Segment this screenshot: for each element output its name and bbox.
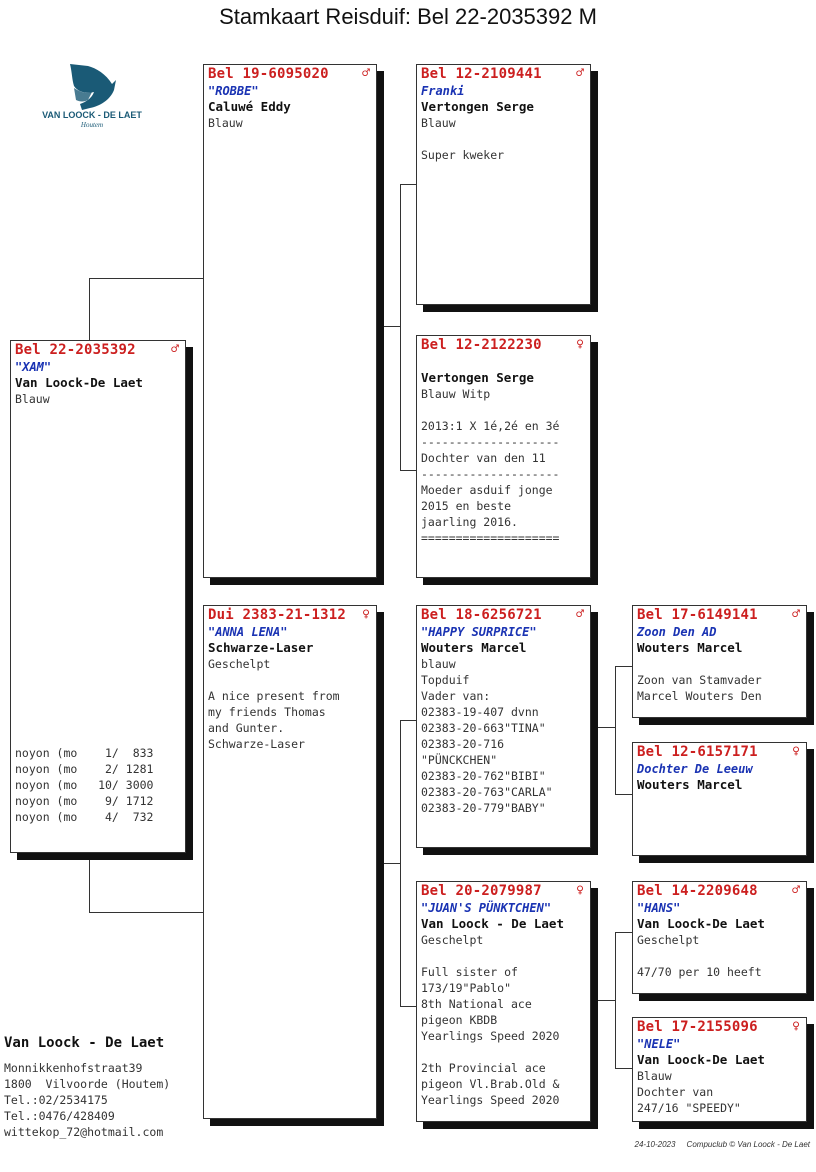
pigeon-card-main[interactable] — [10, 340, 186, 853]
note-line: Marcel Wouters Den — [637, 689, 762, 703]
connector — [400, 184, 416, 185]
pigeon-color: Blauw — [421, 116, 456, 130]
footer-city: 1800 Vilvoorde (Houtem) — [4, 1077, 171, 1091]
note-line: A nice present from — [208, 689, 340, 703]
note-line: 02383-20-779"BABY" — [421, 801, 546, 815]
connector — [384, 326, 400, 327]
connector — [615, 666, 632, 667]
note-line: Topduif — [421, 673, 470, 687]
female-icon: ♀ — [576, 337, 584, 352]
note-line: pigeon Vl.Brab.Old & — [421, 1077, 560, 1091]
owner-name: Vertongen Serge — [421, 370, 534, 385]
owner-name: Wouters Marcel — [421, 640, 527, 655]
pigeon-name: "ANNA LENA" — [208, 625, 288, 639]
print-stamp — [635, 1140, 811, 1149]
stamp-date: 24-10-2023 — [634, 1140, 676, 1149]
pigeon-name: "HAPPY SURPRICE" — [421, 625, 537, 639]
pigeon-name: Franki — [421, 84, 465, 98]
pigeon-card-father[interactable] — [203, 64, 377, 578]
note-line: 173/19"Pablo" — [421, 981, 512, 995]
owner-name: Van Loock - De Laet — [421, 916, 564, 931]
pigeon-color: Geschelpt — [637, 933, 700, 947]
footer-phone: Tel.:02/2534175 — [4, 1093, 108, 1107]
pigeon-name — [421, 354, 586, 370]
result-row: noyon (mo 10/ 3000 — [15, 778, 154, 792]
ring-number: Bel 14-2209648 — [637, 883, 758, 899]
pigeon-name: "NELE" — [637, 1037, 681, 1051]
female-icon: ♀ — [792, 1019, 800, 1034]
note-line: Yearlings Speed 2020 — [421, 1093, 560, 1107]
note-line: ==================== — [421, 531, 560, 545]
owner-name: Van Loock-De Laet — [637, 916, 765, 931]
connector — [89, 278, 204, 279]
note-line: jaarling 2016. — [421, 515, 518, 529]
logo-brand-text: VAN LOOCK - DE LAET — [42, 110, 142, 120]
note-line: 02383-19-407 dvnn — [421, 705, 539, 719]
result-row: noyon (mo 4/ 732 — [15, 810, 154, 824]
pigeon-card-fm[interactable] — [416, 335, 591, 578]
note-line: Moeder asduif jonge — [421, 483, 553, 497]
ring-number: Bel 19-6095020 — [208, 66, 329, 82]
note-line: Dochter van — [637, 1085, 714, 1099]
owner-name: Van Loock-De Laet — [637, 1052, 765, 1067]
pigeon-card-mff[interactable] — [632, 605, 807, 718]
ring-number: Bel 12-2122230 — [421, 337, 542, 353]
male-icon: ♂ — [576, 66, 584, 81]
pigeon-name: "XAM" — [15, 360, 52, 374]
note-line: 247/16 "SPEEDY" — [637, 1101, 741, 1115]
result-row: noyon (mo 9/ 1712 — [15, 794, 154, 808]
note-line: Zoon van Stamvader — [637, 673, 762, 687]
note-line: my friends Thomas — [208, 705, 326, 719]
pigeon-color: Geschelpt — [208, 657, 271, 671]
owner-name: Wouters Marcel — [637, 777, 743, 792]
page-title: Stamkaart Reisduif: Bel 22-2035392 M — [219, 4, 597, 29]
ring-number: Dui 2383-21-1312 — [208, 607, 347, 623]
footer-mobile: Tel.:0476/428409 — [4, 1109, 115, 1123]
note-line: 02383-20-763"CARLA" — [421, 785, 553, 799]
connector — [400, 470, 416, 471]
connector — [89, 912, 204, 913]
note-line: Super kweker — [421, 148, 505, 162]
connector — [400, 184, 401, 470]
male-icon: ♂ — [792, 607, 800, 622]
note-line: pigeon KBDB — [421, 1013, 498, 1027]
connector — [598, 727, 615, 728]
footer-owner-name: Van Loock - De Laet — [4, 1035, 165, 1051]
owner-name: Van Loock-De Laet — [15, 375, 143, 390]
ring-number: Bel 22-2035392 — [15, 342, 136, 358]
connector — [89, 278, 90, 340]
note-line: 2015 en beste — [421, 499, 512, 513]
pigeon-card-mmm[interactable] — [632, 1017, 807, 1122]
connector — [615, 794, 632, 795]
pigeon-color: blauw — [421, 657, 456, 671]
ring-number: Bel 17-6149141 — [637, 607, 758, 623]
note-line: "PÜNCKCHEN" — [421, 753, 498, 767]
stamp-text: Compuclub © Van Loock - De Laet — [686, 1140, 810, 1149]
male-icon: ♂ — [362, 66, 370, 81]
pigeon-color: Blauw — [208, 116, 243, 130]
pigeon-card-mm[interactable] — [416, 881, 591, 1122]
female-icon: ♀ — [576, 883, 584, 898]
note-line: -------------------- — [421, 435, 560, 449]
note-line: Full sister of — [421, 965, 518, 979]
pigeon-card-mother[interactable] — [203, 605, 377, 1119]
pigeon-color: Blauw — [637, 1069, 672, 1083]
note-line: 47/70 per 10 heeft — [637, 965, 762, 979]
pigeon-card-mf[interactable] — [416, 605, 591, 848]
connector — [89, 853, 90, 913]
brand-logo — [36, 58, 148, 134]
pigeon-name: Dochter De Leeuw — [637, 762, 753, 776]
owner-name: Vertongen Serge — [421, 99, 534, 114]
male-icon: ♂ — [792, 883, 800, 898]
footer-email[interactable]: wittekop_72@hotmail.com — [4, 1125, 164, 1139]
result-row: noyon (mo 2/ 1281 — [15, 762, 154, 776]
owner-name: Schwarze-Laser — [208, 640, 314, 655]
note-line: 02383-20-762"BIBI" — [421, 769, 546, 783]
note-line: Vader van: — [421, 689, 491, 703]
results-list — [15, 745, 153, 825]
pigeon-color: Geschelpt — [421, 933, 484, 947]
connector — [400, 1006, 416, 1007]
pigeon-card-ff[interactable] — [416, 64, 591, 305]
note-line: Schwarze-Laser — [208, 737, 305, 751]
connector — [384, 863, 400, 864]
note-line: Yearlings Speed 2020 — [421, 1029, 560, 1043]
connector — [615, 1068, 632, 1069]
pigeon-card-mfm[interactable] — [632, 742, 807, 856]
ring-number: Bel 12-6157171 — [637, 744, 758, 760]
ring-number: Bel 12-2109441 — [421, 66, 542, 82]
female-icon: ♀ — [362, 607, 370, 622]
note-line: 2013:1 X 1é,2é en 3é — [421, 419, 560, 433]
pigeon-name: "ROBBE" — [208, 84, 259, 98]
ring-number: Bel 18-6256721 — [421, 607, 542, 623]
owner-name: Wouters Marcel — [637, 640, 743, 655]
male-icon: ♂ — [171, 342, 179, 357]
connector — [615, 932, 632, 933]
pigeon-name: Zoon Den AD — [637, 625, 717, 639]
logo-sub-text: Houtem — [80, 121, 104, 129]
female-icon: ♀ — [792, 744, 800, 759]
footer-address: Monnikkenhofstraat39 — [4, 1061, 143, 1075]
pigeon-name: "HANS" — [637, 901, 681, 915]
connector — [400, 720, 416, 721]
male-icon: ♂ — [576, 607, 584, 622]
result-row: noyon (mo 1/ 833 — [15, 746, 154, 760]
owner-name: Caluwé Eddy — [208, 99, 291, 114]
note-line: 02383-20-663"TINA" — [421, 721, 546, 735]
connector — [400, 720, 401, 1006]
connector — [615, 932, 616, 1068]
note-line: 2th Provincial ace — [421, 1061, 546, 1075]
note-line: 8th National ace — [421, 997, 532, 1011]
note-line: and Gunter. — [208, 721, 285, 735]
connector — [615, 666, 616, 794]
pigeon-card-mmf[interactable] — [632, 881, 807, 994]
pigeon-name: "JUAN'S PÜNKTCHEN" — [421, 901, 552, 915]
ring-number: Bel 20-2079987 — [421, 883, 542, 899]
pigeon-color: Blauw Witp — [421, 387, 491, 401]
note-line: 02383-20-716 — [421, 737, 505, 751]
note-line: Dochter van den 11 — [421, 451, 546, 465]
note-line: -------------------- — [421, 467, 560, 481]
ring-number: Bel 17-2155096 — [637, 1019, 758, 1035]
connector — [598, 1000, 615, 1001]
pigeon-color: Blauw — [15, 392, 50, 406]
